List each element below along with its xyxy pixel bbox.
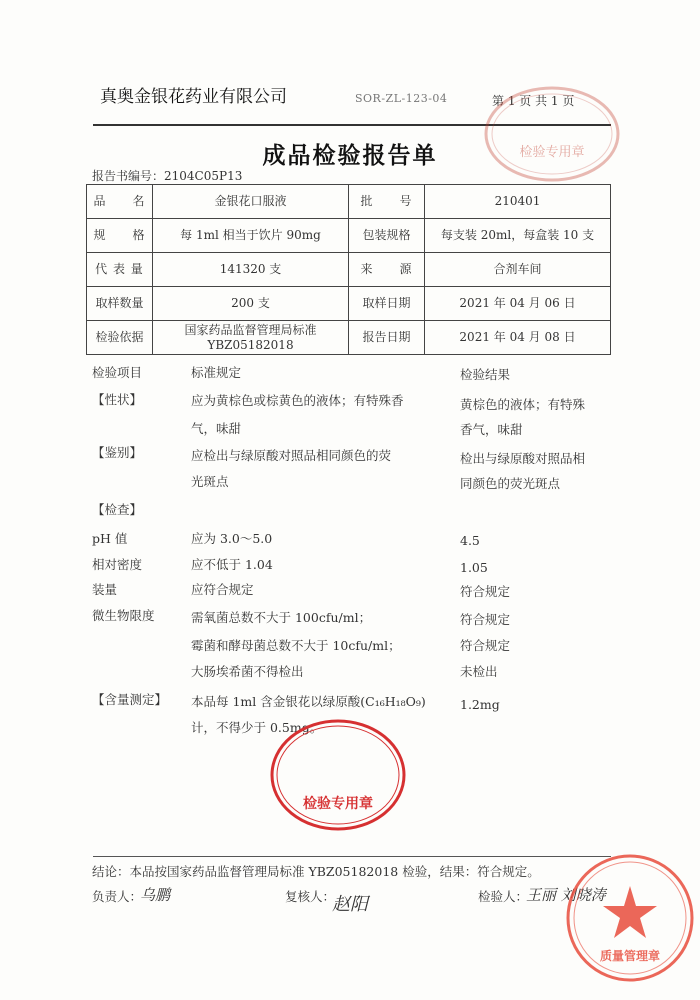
sample-date-label: 取样日期 <box>349 287 425 321</box>
table-row <box>87 321 611 355</box>
reviewer-signature: 赵阳 <box>332 894 368 915</box>
table-row <box>87 185 611 219</box>
assay-result: 1.2mg <box>460 697 500 712</box>
footer-rule <box>93 856 611 857</box>
stamp-middle-center: 检验专用章 <box>303 796 373 812</box>
report-date: 2021 年 04 月 08 日 <box>425 321 611 355</box>
conclusion: 结论：本品按国家药品监督管理局标准 YBZ05182018 检验，结果：符合规定。 <box>92 864 540 879</box>
report-date-label: 报告日期 <box>349 321 425 355</box>
microbe-standard-2: 霉菌和酵母菌总数不大于 10cfu/ml； <box>191 638 401 653</box>
identification-result-1: 检出与绿原酸对照品相 <box>460 451 586 466</box>
microbe-standard-1: 需氧菌总数不大于 100cfu/ml； <box>191 610 372 625</box>
inspector-label: 检验人： <box>478 889 529 904</box>
report-number: 报告书编号：2104C05P13 <box>92 169 243 183</box>
density-label: 相对密度 <box>92 557 143 572</box>
identification-result-2: 同颜色的荧光斑点 <box>460 476 561 491</box>
source-label: 来 源 <box>349 253 425 287</box>
microbe-label: 微生物限度 <box>92 608 155 623</box>
header-result: 检验结果 <box>460 367 511 382</box>
table-row <box>87 287 611 321</box>
filling-result: 符合规定 <box>460 584 511 599</box>
source: 合剂车间 <box>425 253 611 287</box>
character-result-2: 香气，味甜 <box>460 422 523 437</box>
microbe-result-3: 未检出 <box>460 664 498 679</box>
page-info: 第 1 页 共 1 页 <box>492 94 575 108</box>
product-name: 金银花口服液 <box>153 185 349 219</box>
character-result-1: 黄棕色的液体；有特殊 <box>460 397 586 412</box>
identification-standard-1: 应检出与绿原酸对照品相同颜色的荧 <box>191 448 392 463</box>
filling-standard: 应符合规定 <box>191 582 254 597</box>
basis-line-2: YBZ05182018 <box>207 337 294 352</box>
batch-number: 210401 <box>425 185 611 219</box>
basis-line-1: 国家药品监督管理局标准 <box>184 322 317 337</box>
sample-date: 2021 年 04 月 06 日 <box>425 287 611 321</box>
character-standard-1: 应为黄棕色或棕黄色的液体；有特殊香 <box>191 393 404 408</box>
header-item: 检验项目 <box>92 365 143 380</box>
character-label: 【性状】 <box>92 392 143 407</box>
quality-seal-stamp <box>562 850 698 986</box>
specification: 每 1ml 相当于饮片 90mg <box>153 219 349 253</box>
document-title: 成品检验报告单 <box>262 143 438 169</box>
pack-label: 包装规格 <box>349 219 425 253</box>
ph-result: 4.5 <box>460 533 480 548</box>
character-standard-2: 气，味甜 <box>191 421 242 436</box>
inspection-basis <box>153 321 349 355</box>
seal-center-text: 质量管理章 <box>599 949 661 963</box>
spec-label: 规 格 <box>87 219 153 253</box>
density-result: 1.05 <box>460 560 488 575</box>
header-standard: 标准规定 <box>191 365 242 380</box>
identification-label: 【鉴别】 <box>92 445 143 460</box>
responsible-label: 负责人： <box>92 889 143 904</box>
ph-standard: 应为 3.0～5.0 <box>191 531 273 546</box>
sample-quantity: 200 支 <box>153 287 349 321</box>
stamp-top-center: 检验专用章 <box>519 145 585 160</box>
basis-label: 检验依据 <box>87 321 153 355</box>
microbe-standard-3: 大肠埃希菌不得检出 <box>191 664 304 679</box>
responsible-signature: 乌鹏 <box>140 886 171 904</box>
density-standard: 应不低于 1.04 <box>191 557 273 572</box>
company-name: 真奥金银花药业有限公司 <box>100 87 287 107</box>
assay-standard-1: 本品每 1ml 含金银花以绿原酸(C₁₆H₁₈O₉) <box>191 694 426 709</box>
table-row <box>87 253 611 287</box>
star-icon <box>603 886 657 938</box>
inspection-label: 【检查】 <box>92 502 143 517</box>
inspector-signature: 王丽 刘晓涛 <box>526 886 606 904</box>
assay-standard-2: 计，不得少于 0.5mg。 <box>191 720 323 735</box>
batch-label: 批 号 <box>349 185 425 219</box>
inspection-stamp-middle <box>268 716 408 834</box>
identification-standard-2: 光斑点 <box>191 474 229 489</box>
product-info-table <box>86 184 611 355</box>
ph-label: pH 值 <box>92 531 128 546</box>
representative-quantity: 141320 支 <box>153 253 349 287</box>
package-spec: 每支装 20ml，每盒装 10 支 <box>425 219 611 253</box>
table-row <box>87 219 611 253</box>
filling-label: 装量 <box>92 582 118 597</box>
reviewer-label: 复核人： <box>285 889 336 904</box>
microbe-result-1: 符合规定 <box>460 612 511 627</box>
assay-label: 【含量测定】 <box>92 692 168 707</box>
sample-label: 取样数量 <box>87 287 153 321</box>
name-label: 品 名 <box>87 185 153 219</box>
document-number: SOR-ZL-123-04 <box>355 92 448 105</box>
quantity-label: 代 表 量 <box>87 253 153 287</box>
microbe-result-2: 符合规定 <box>460 638 511 653</box>
